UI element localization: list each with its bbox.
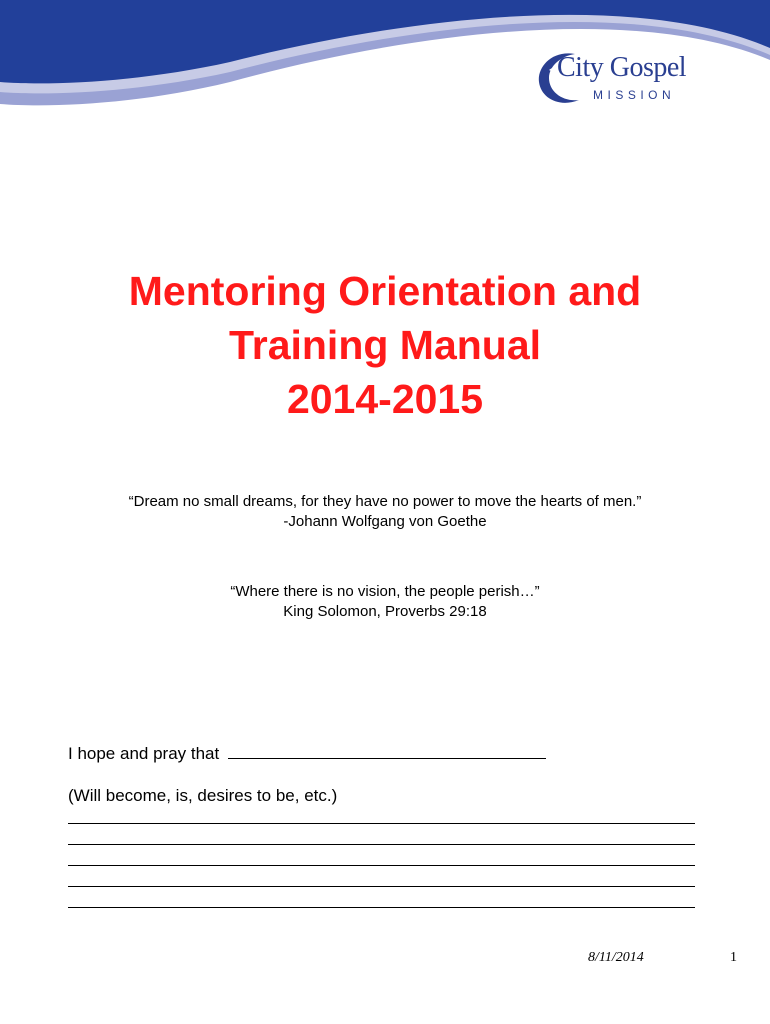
logo-subtitle: MISSION bbox=[593, 88, 676, 102]
title-line-1: Mentoring Orientation and bbox=[128, 268, 642, 314]
quote-text: “Dream no small dreams, for they have no power to move the hearts of men.” bbox=[128, 493, 642, 510]
quote-author: -Johann Wolfgang von Goethe bbox=[283, 513, 487, 530]
answer-line-3[interactable] bbox=[68, 865, 695, 866]
document-title bbox=[0, 264, 770, 426]
quote-goethe bbox=[0, 492, 770, 532]
quote-solomon bbox=[0, 582, 770, 622]
quote-author: King Solomon, Proverbs 29:18 bbox=[283, 603, 487, 620]
quote-text: “Where there is no vision, the people perish…” bbox=[230, 583, 540, 600]
page-number: 1 bbox=[730, 950, 737, 965]
logo-name: City Gospel bbox=[557, 52, 687, 83]
prayer-prompt-label: I hope and pray that bbox=[68, 744, 220, 763]
answer-line-2[interactable] bbox=[68, 844, 695, 845]
answer-line-5[interactable] bbox=[68, 907, 695, 908]
answer-line-4[interactable] bbox=[68, 886, 695, 887]
title-line-2: Training Manual bbox=[228, 322, 542, 368]
answer-line-1[interactable] bbox=[68, 823, 695, 824]
prayer-blank-field[interactable] bbox=[228, 744, 546, 759]
footer-date: 8/11/2014 bbox=[588, 950, 644, 965]
prayer-subprompt: (Will become, is, desires to be, etc.) bbox=[68, 786, 338, 805]
title-line-3: 2014-2015 bbox=[286, 376, 484, 422]
city-gospel-logo bbox=[535, 44, 695, 108]
prayer-prompt bbox=[68, 744, 546, 764]
